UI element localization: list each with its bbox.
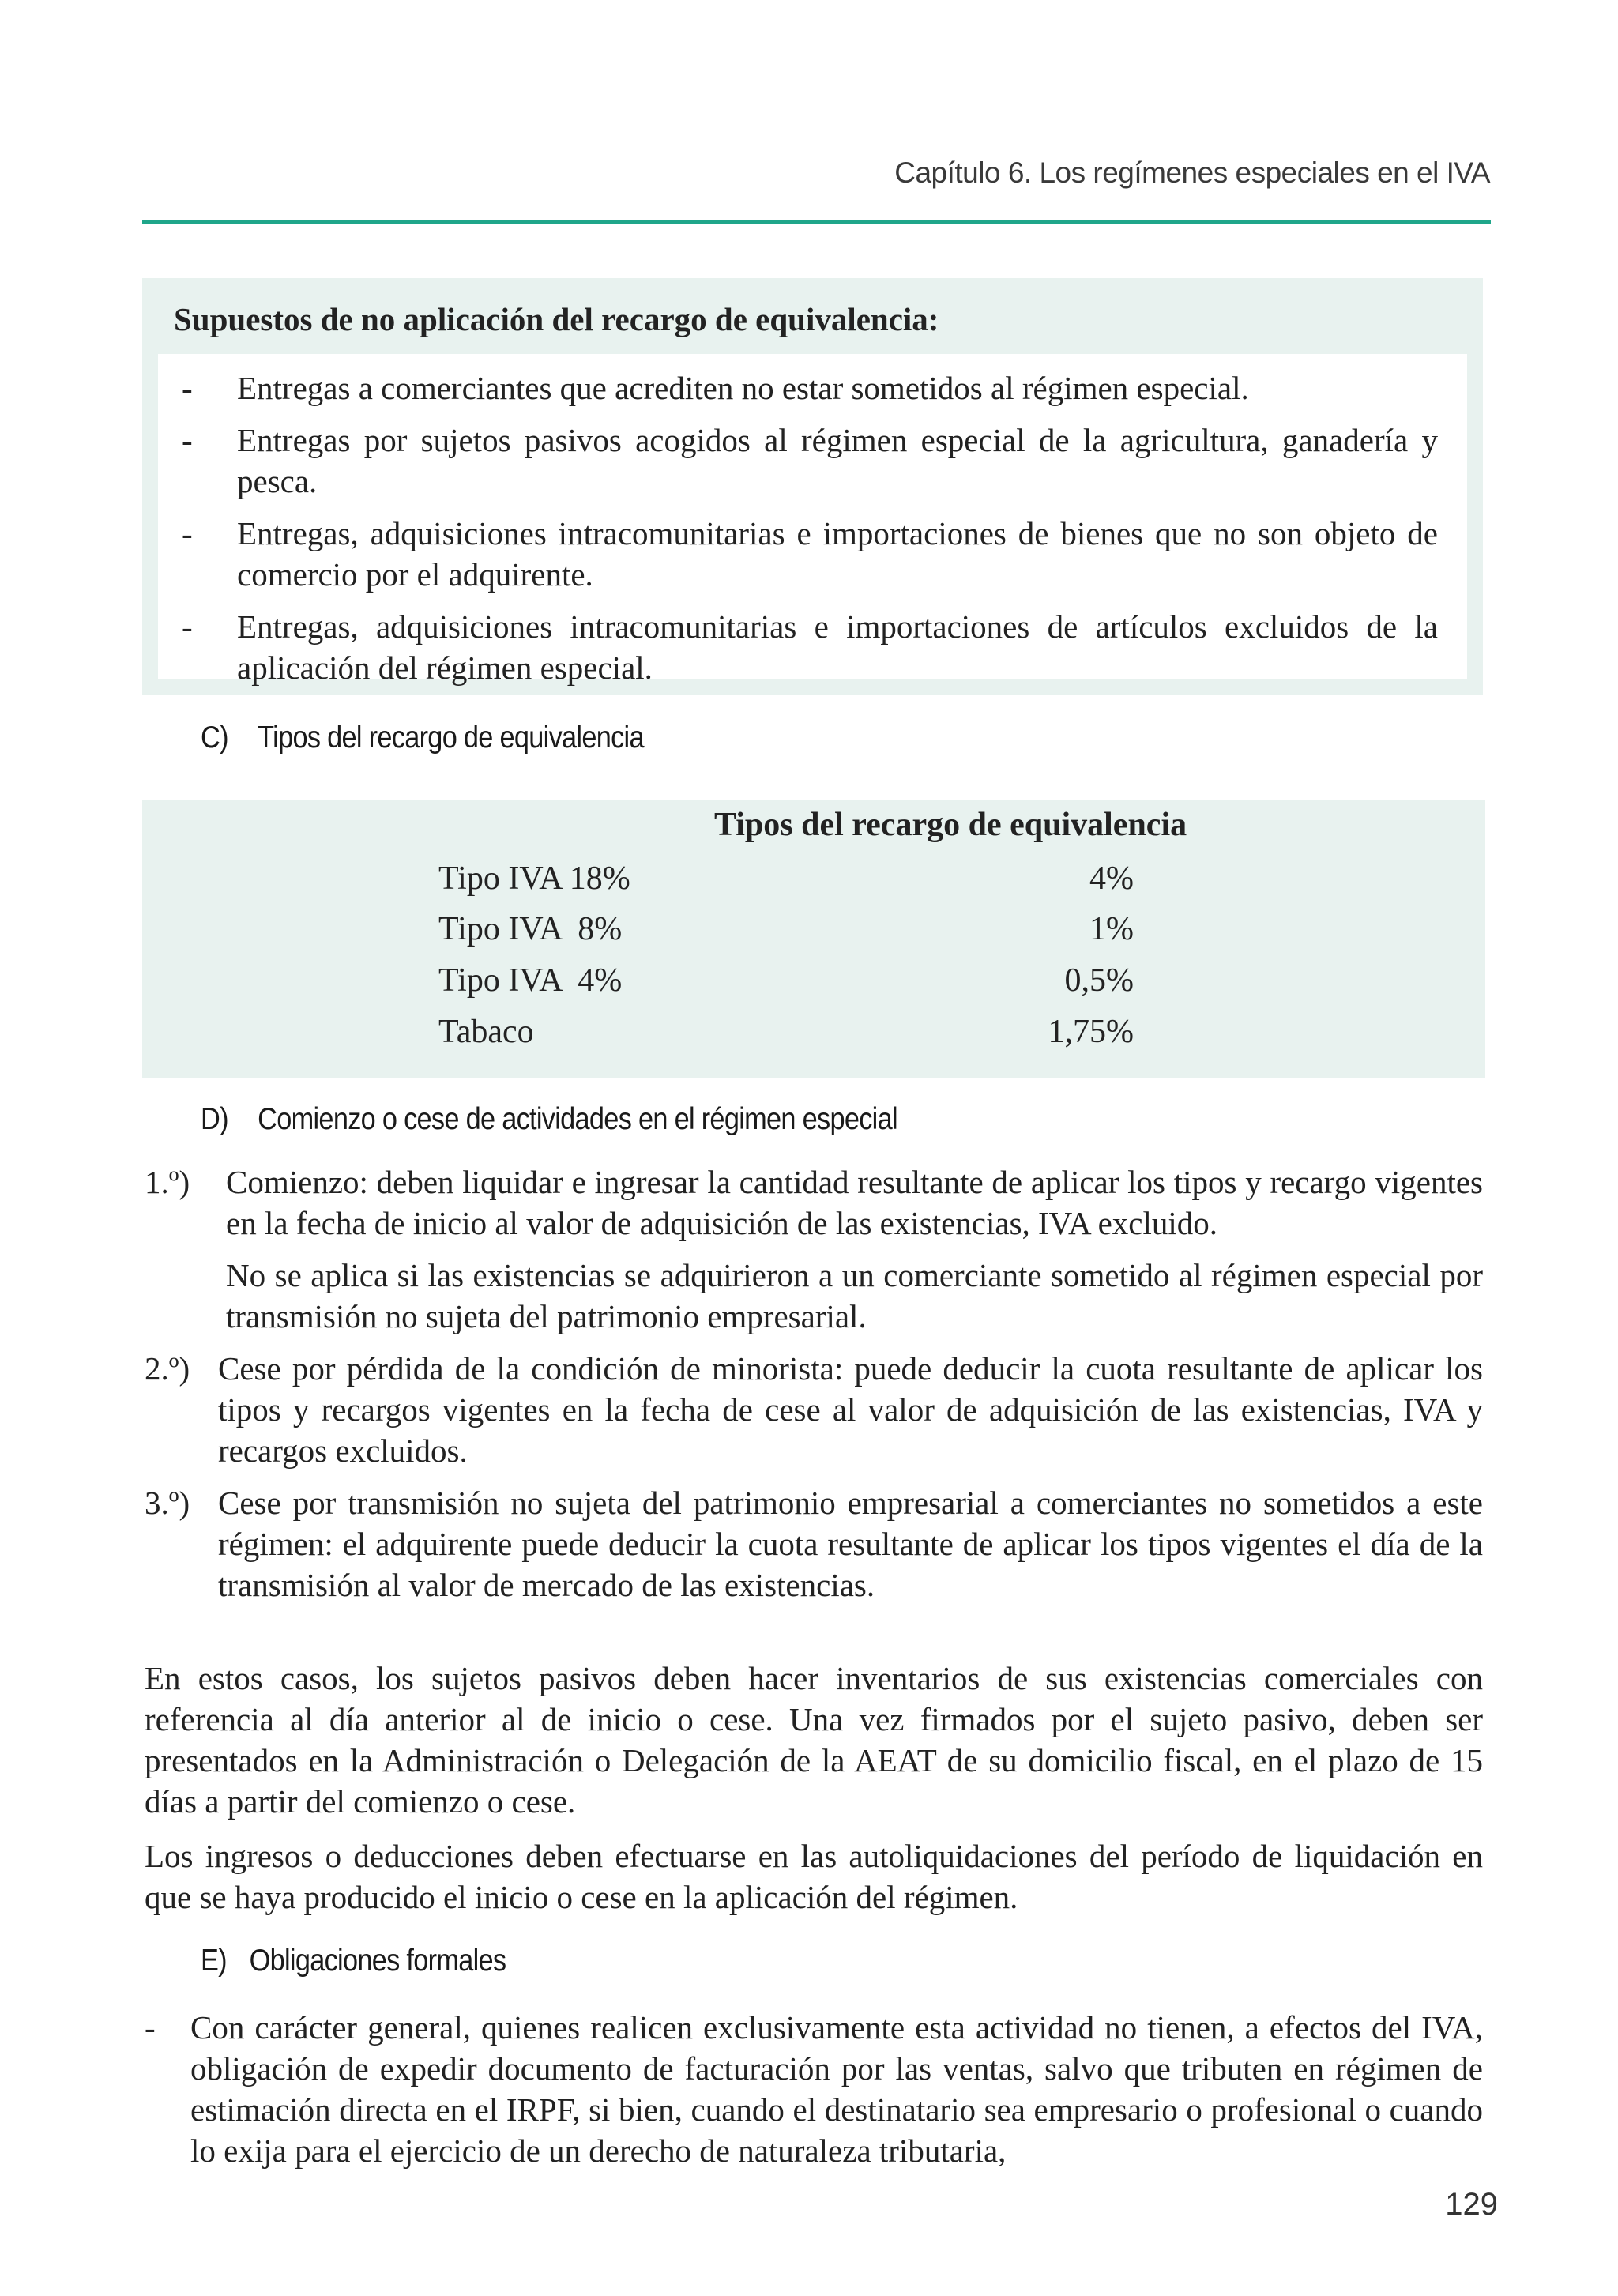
section-letter: E) [201, 1944, 227, 1978]
rate-label: Tabaco [438, 1014, 534, 1050]
rate-label: Tipo IVA 18% [438, 860, 630, 897]
list-item [145, 1482, 1483, 1605]
list-bullet: - [145, 2009, 156, 2046]
rate-label: Tipo IVA 8% [438, 911, 623, 947]
list-item [145, 1161, 1483, 1337]
item-number: 3.º) [145, 1485, 190, 1521]
item-note: No se aplica si las existencias se adquirieron a un comerciante sometido al régimen especial por transmisión no sujeta del patrimonio empresarial. [226, 1257, 1483, 1334]
section-letter: D) [201, 1102, 228, 1136]
section-heading-c [201, 721, 644, 755]
running-head: Capítulo 6. Los regímenes especiales en el IVA [894, 156, 1490, 189]
list-item [182, 606, 1438, 688]
item-number: 1.º) [145, 1164, 190, 1200]
list-item-text: Entregas, adquisiciones intracomunitarias e importaciones de artículos excluidos de la aplicación del régimen especial. [237, 608, 1438, 686]
paragraph: En estos casos, los sujetos pasivos deben hacer inventarios de sus existencias comerciales con referencia al día anterior al de inicio o cese. Una vez firmados por el sujeto pasivo, deben ser presentados en la Administración o Delegación de la AEAT de su domicilio fiscal, en el plazo de 15 días a partir del comienzo o cese. [145, 1660, 1483, 1820]
list-item [182, 420, 1438, 502]
section-title: Obligaciones formales [249, 1944, 506, 1978]
section-heading-e [201, 1944, 506, 1978]
list-item-text: Entregas, adquisiciones intracomunitarias e importaciones de bienes que no son objeto de comercio por el adquirente. [237, 515, 1438, 593]
item-text: Comienzo: deben liquidar e ingresar la cantidad resultante de aplicar los tipos y recargo vigentes en la fecha de inicio al valor de adquisición de las existencias, IVA excluido. [226, 1164, 1483, 1241]
list-item [145, 2007, 1483, 2171]
list-bullet: - [182, 370, 193, 406]
exclusions-box-title: Supuestos de no aplicación del recargo de equivalencia: [174, 301, 939, 337]
list-bullet: - [182, 515, 193, 551]
item-text: Con carácter general, quienes realicen exclusivamente esta actividad no tienen, a efectos del IVA, obligación de expedir documento de facturación por las ventas, salvo que tributen en régimen de estimación directa en el IRPF, si bien, cuando el destinatario sea empresario o profesional o cuando lo exija para el ejercicio de un derecho de naturaleza tributaria, [190, 2009, 1483, 2169]
paragraph: Los ingresos o deducciones deben efectuarse en las autoliquidaciones del período de liquidación en que se haya producido el inicio o cese en la aplicación del régimen. [145, 1838, 1483, 1915]
list-item-text: Entregas por sujetos pasivos acogidos al régimen especial de la agricultura, ganadería y pesca. [237, 422, 1438, 499]
list-item [182, 367, 1438, 408]
section-letter: C) [201, 721, 228, 755]
section-title: Comienzo o cese de actividades en el régimen especial [258, 1102, 897, 1136]
header-rule [142, 220, 1491, 224]
list-item-text: Entregas a comerciantes que acrediten no estar sometidos al régimen especial. [237, 370, 1249, 406]
rate-label: Tipo IVA 4% [438, 962, 623, 999]
rate-value: 4% [1089, 860, 1134, 897]
item-text: Cese por pérdida de la condición de minorista: puede deducir la cuota resultante de aplicar los tipos y recargos vigentes en la fecha de cese al valor de adquisición de las existencias, IVA y recargos excluidos. [218, 1350, 1483, 1469]
exclusions-box [142, 278, 1483, 695]
list-item [182, 513, 1438, 595]
section-title: Tipos del recargo de equivalencia [258, 721, 644, 755]
item-number: 2.º) [145, 1350, 190, 1387]
rate-value: 1% [1089, 911, 1134, 947]
list-item [145, 1348, 1483, 1471]
dash-list-e [145, 2007, 1483, 2171]
numbered-list [145, 1161, 1483, 1617]
rate-value: 1,75% [1048, 1014, 1134, 1050]
section-heading-d [201, 1102, 897, 1137]
list-bullet: - [182, 422, 193, 458]
list-bullet: - [182, 608, 193, 645]
rates-table-header: Tipos del recargo de equivalencia [714, 807, 1187, 843]
rate-value: 0,5% [1064, 962, 1134, 999]
item-text: Cese por transmisión no sujeta del patrimonio empresarial a comerciantes no sometidos a este régimen: el adquirente puede deducir la cuota resultante de aplicar los tipos vigentes el día de la transmisión al valor de mercado de las existencias. [218, 1485, 1483, 1603]
exclusions-list [182, 367, 1438, 699]
page-number: 129 [1445, 2187, 1498, 2222]
